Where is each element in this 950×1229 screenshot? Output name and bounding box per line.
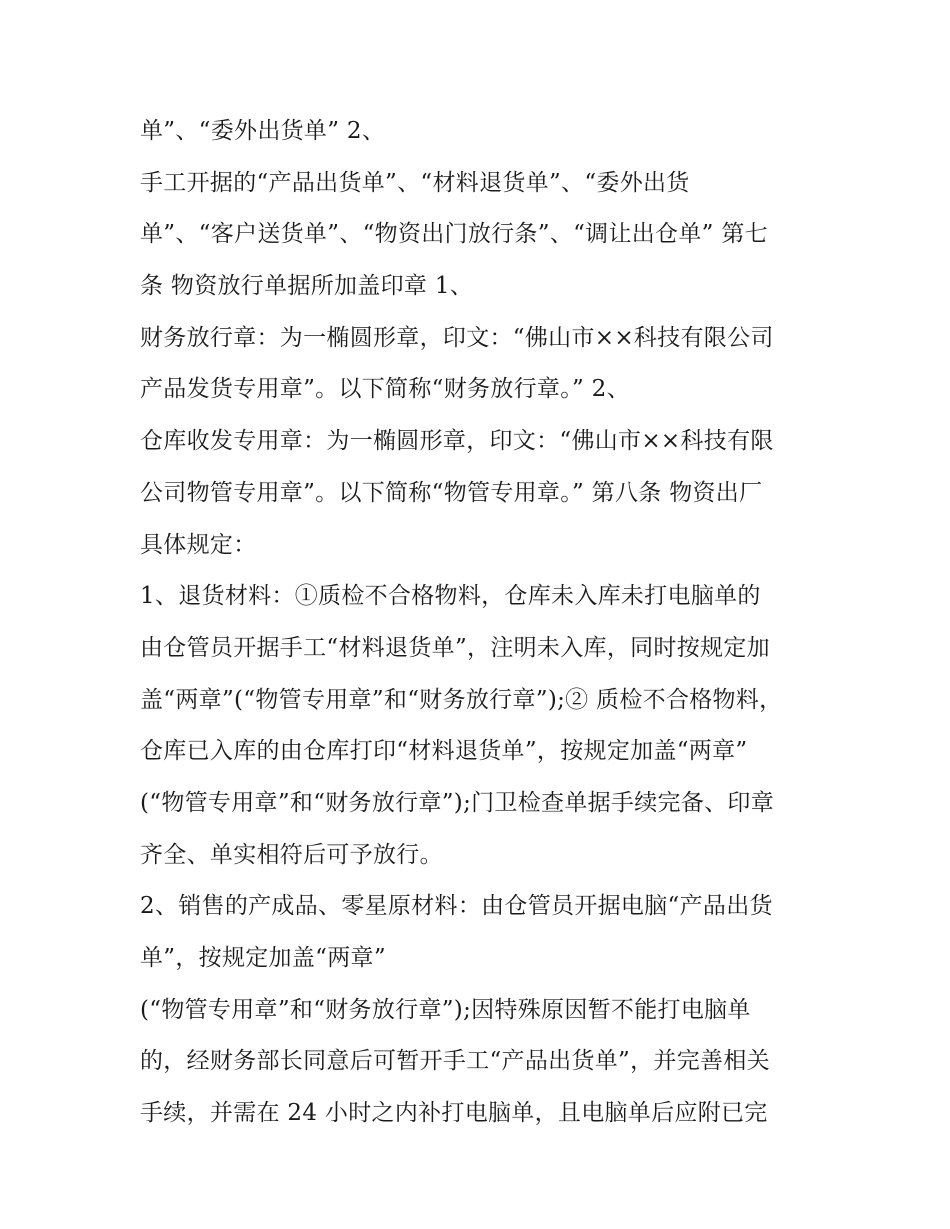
text-line: 盖“两章”(“物管专用章”和“财务放行章”);② 质检不合格物料， — [140, 686, 783, 713]
text-line: 条 物资放行单据所加盖印章 1、 — [140, 273, 474, 300]
text-line: 财务放行章：为一椭圆形章，印文：“佛山市××科技有限公司 — [140, 324, 774, 351]
document-body — [140, 108, 820, 1142]
text-line: 的，经财务部长同意后可暂开手工“产品出货单”，并完善相关 — [140, 1048, 770, 1075]
text-line: 仓库已入库的由仓库打印“材料退货单”，按规定加盖“两章” — [140, 738, 748, 765]
text-line: 手续，并需在 24 小时之内补打电脑单，且电脑单后应附已完 — [140, 1100, 768, 1127]
text-line: 公司物管专用章”。以下简称“物管专用章。” 第八条 物资出厂 — [140, 479, 763, 506]
text-line: 具体规定： — [140, 531, 257, 558]
text-line: 单”，按规定加盖“两章” — [140, 945, 386, 971]
text-line: 由仓管员开据手工“材料退货单”，注明未入库，同时按规定加 — [140, 634, 770, 661]
text-line: 仓库收发专用章：为一椭圆形章，印文：“佛山市××科技有限 — [140, 428, 774, 455]
text-line: 单”、“客户送货单”、“物资出门放行条”、“调让出仓单” 第七 — [140, 221, 768, 248]
text-line: 1、退货材料：①质检不合格物料，仓库未入库未打电脑单的 — [140, 583, 761, 610]
text-line: 齐全、单实相符后可予放行。 — [140, 841, 443, 868]
text-line: (“物管专用章”和“财务放行章”);门卫检查单据手续完备、印章 — [140, 789, 775, 816]
text-line: 单”、“委外出货单” 2、 — [140, 118, 386, 144]
text-line: 产品发货专用章”。以下简称“财务放行章。” 2、 — [140, 376, 630, 403]
text-line: 2、销售的产成品、零星原材料：由仓管员开据电脑“产品出货 — [140, 893, 773, 920]
text-line: (“物管专用章”和“财务放行章”);因特殊原因暂不能打电脑单 — [140, 996, 751, 1023]
text-line: 手工开据的“产品出货单”、“材料退货单”、“委外出货 — [140, 169, 690, 196]
